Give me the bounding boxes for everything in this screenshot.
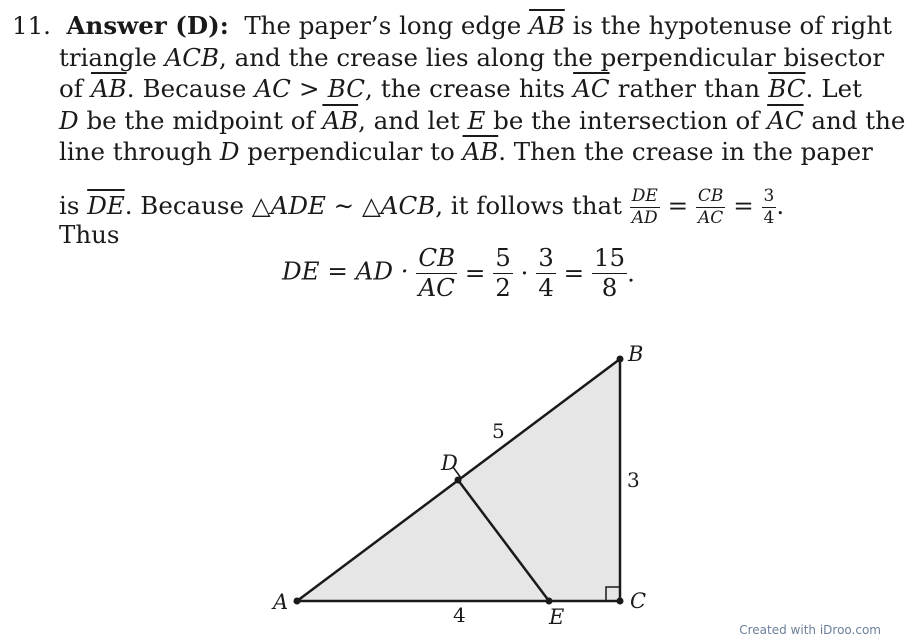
numerator: 3 [538,243,554,272]
equals-sign: = [733,190,754,220]
text-span: . Because [124,190,252,220]
text-span: , it follows that [435,190,630,220]
segment-bc: $\overline{BC}$ [768,74,806,103]
problem-number: 11. [12,11,51,40]
point-d: D [219,137,240,166]
point-c-dot [617,598,624,605]
point-e: E [467,105,486,135]
label-d: D [441,451,458,475]
segment-ab: $\overline{AB}$ [462,137,499,166]
point-b-dot [617,356,624,363]
segment-ab: $\overline{AB}$ [90,74,127,103]
period: . [627,258,635,288]
similarity-statement: △ADE ∼ △ACB [251,190,436,220]
numerator: 5 [495,243,511,272]
label-c: C [630,589,647,613]
length-ac: 4 [453,603,466,627]
length-db: 5 [492,419,505,443]
segment-ab: $\overline{AB}$ [529,11,565,40]
denominator: 8 [601,272,618,302]
equals-sign: = [667,190,689,220]
segment-de: $\overline{DE}$ [87,190,125,220]
point-a-dot [294,598,301,605]
text-span: triangle [59,42,165,72]
label-a: A [273,590,289,614]
point-d-dot [455,477,462,484]
point-d: D [59,105,79,135]
numerator: 3 [763,185,775,206]
text-span: rather than [609,74,769,103]
denominator: AD [631,207,658,228]
point-e-dot [546,598,553,605]
equals-sign: = [464,258,486,288]
text-span: , and the crease lies along the perpendicular bisector [219,42,885,72]
length-bc: 3 [627,468,640,492]
text-span: Thus [59,220,120,249]
text-span: perpendicular to [239,137,463,166]
numerator: CB [697,185,724,206]
text-span: . Then the crease in the paper [498,137,873,166]
answer-label: Answer (D): [66,11,229,40]
dot-operator: · [520,258,529,288]
text-span: , the crease hits [364,74,574,103]
text-span: line through [59,137,220,166]
numerator: DE [631,185,658,206]
text-span: . Let [805,74,863,103]
text-span: of [59,74,91,103]
inequality: AC > BC [254,74,365,103]
denominator: 4 [538,272,554,302]
text-span: is [59,190,88,220]
text-span: is the hypotenuse of right [564,11,892,40]
segment-ac: $\overline{AC}$ [767,105,804,135]
label-e: E [549,605,565,629]
numerator: 15 [593,243,626,272]
period: . [776,190,785,220]
label-b: B [628,342,644,366]
numerator: CB [418,243,456,272]
text-span: be the midpoint of [78,105,323,135]
segment-ab: $\overline{AB}$ [322,105,359,135]
text-span: The paper’s long edge [244,11,530,40]
text-span: and the [803,105,905,135]
triangle-acb: ACB [164,42,220,72]
text-span: , and let [358,105,468,135]
text-span: be the intersection of [485,105,768,135]
denominator: 2 [495,272,511,302]
segment-ac: $\overline{AC}$ [573,74,610,103]
watermark: Created with iDroo.com [739,623,881,637]
denominator: 4 [763,207,775,228]
denominator: AC [697,207,724,228]
equals-sign: = [563,258,585,288]
text-span: . Because [126,74,255,103]
denominator: AC [418,272,455,302]
equation-lhs: DE = AD · [282,256,409,286]
